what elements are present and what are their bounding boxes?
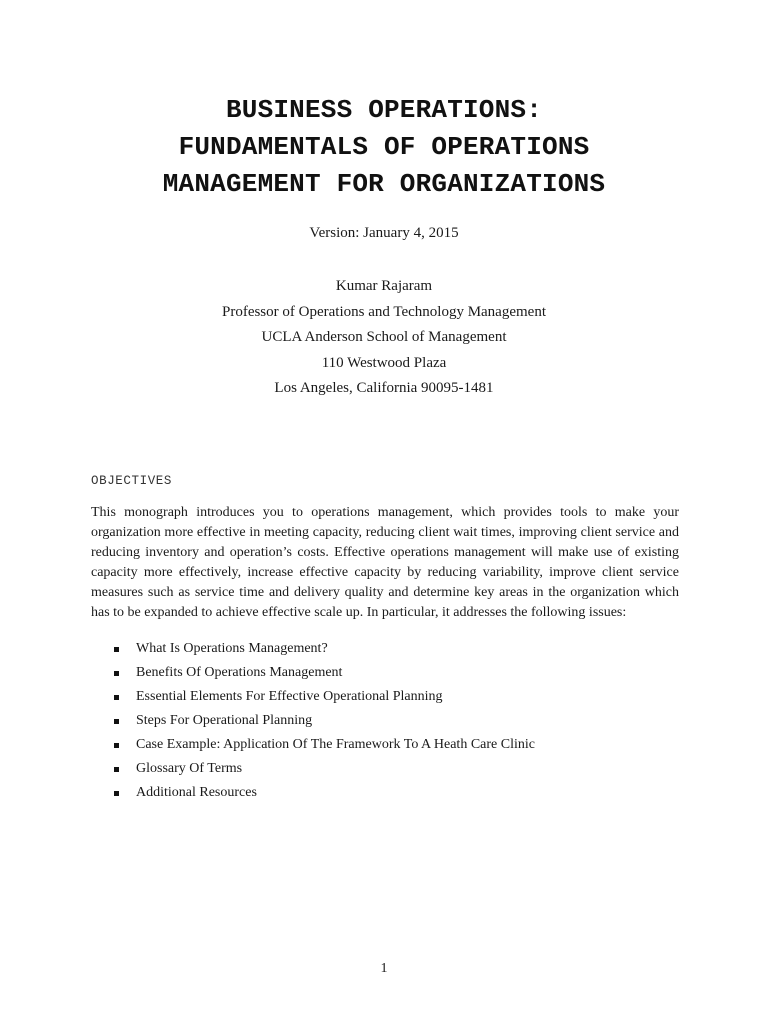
square-bullet-icon — [114, 671, 119, 676]
list-item — [91, 637, 691, 661]
list-item — [91, 733, 691, 757]
list-item-text: Case Example: Application Of The Framework To A Heath Care Clinic — [136, 737, 535, 752]
list-item — [91, 661, 691, 685]
page-number: 1 — [380, 961, 388, 976]
list-item-text: Steps For Operational Planning — [136, 713, 313, 728]
list-item — [91, 781, 691, 805]
square-bullet-icon — [114, 647, 119, 652]
list-item — [91, 757, 691, 781]
title-line: MANAGEMENT FOR ORGANIZATIONS — [162, 169, 606, 199]
square-bullet-icon — [114, 791, 119, 796]
version-date: Version: January 4, 2015 — [309, 225, 459, 241]
document-title — [0, 92, 768, 203]
list-item-text: Benefits Of Operations Management — [136, 665, 343, 680]
list-item-text: Glossary Of Terms — [136, 761, 243, 776]
author-street: 110 Westwood Plaza — [321, 354, 447, 371]
title-line: BUSINESS OPERATIONS: — [225, 95, 543, 125]
square-bullet-icon — [114, 695, 119, 700]
author-block — [0, 274, 768, 402]
issues-list — [91, 637, 691, 805]
list-item-text: Essential Elements For Effective Operational Planning — [136, 689, 443, 704]
square-bullet-icon — [114, 743, 119, 748]
author-institution: UCLA Anderson School of Management — [261, 329, 507, 345]
objectives-paragraph: This monograph introduces you to operations management, which provides tools to make your organization more effective in meeting capacity, reducing client wait times, improving client service and reducing inventory and operation’s costs. Effective operations management will make use of existing capacity more effectively, increase effective capacity by reducing variability, improve client service measures such as service time and delivery quality and determine key areas in the organization which has to be expanded to achieve effective scale up. In particular, it addresses the following issues: — [91, 505, 679, 620]
list-item — [91, 709, 691, 733]
square-bullet-icon — [114, 767, 119, 772]
list-item — [91, 685, 691, 709]
author-name: Kumar Rajaram — [335, 278, 433, 294]
author-position: Professor of Operations and Technology Management — [221, 303, 546, 320]
list-item-text: Additional Resources — [136, 785, 257, 800]
list-item-text: What Is Operations Management? — [136, 641, 328, 656]
title-line: FUNDAMENTALS OF OPERATIONS — [178, 132, 590, 162]
objectives-heading: OBJECTIVES — [91, 474, 173, 488]
author-city: Los Angeles, California 90095-1481 — [274, 380, 494, 396]
square-bullet-icon — [114, 719, 119, 724]
